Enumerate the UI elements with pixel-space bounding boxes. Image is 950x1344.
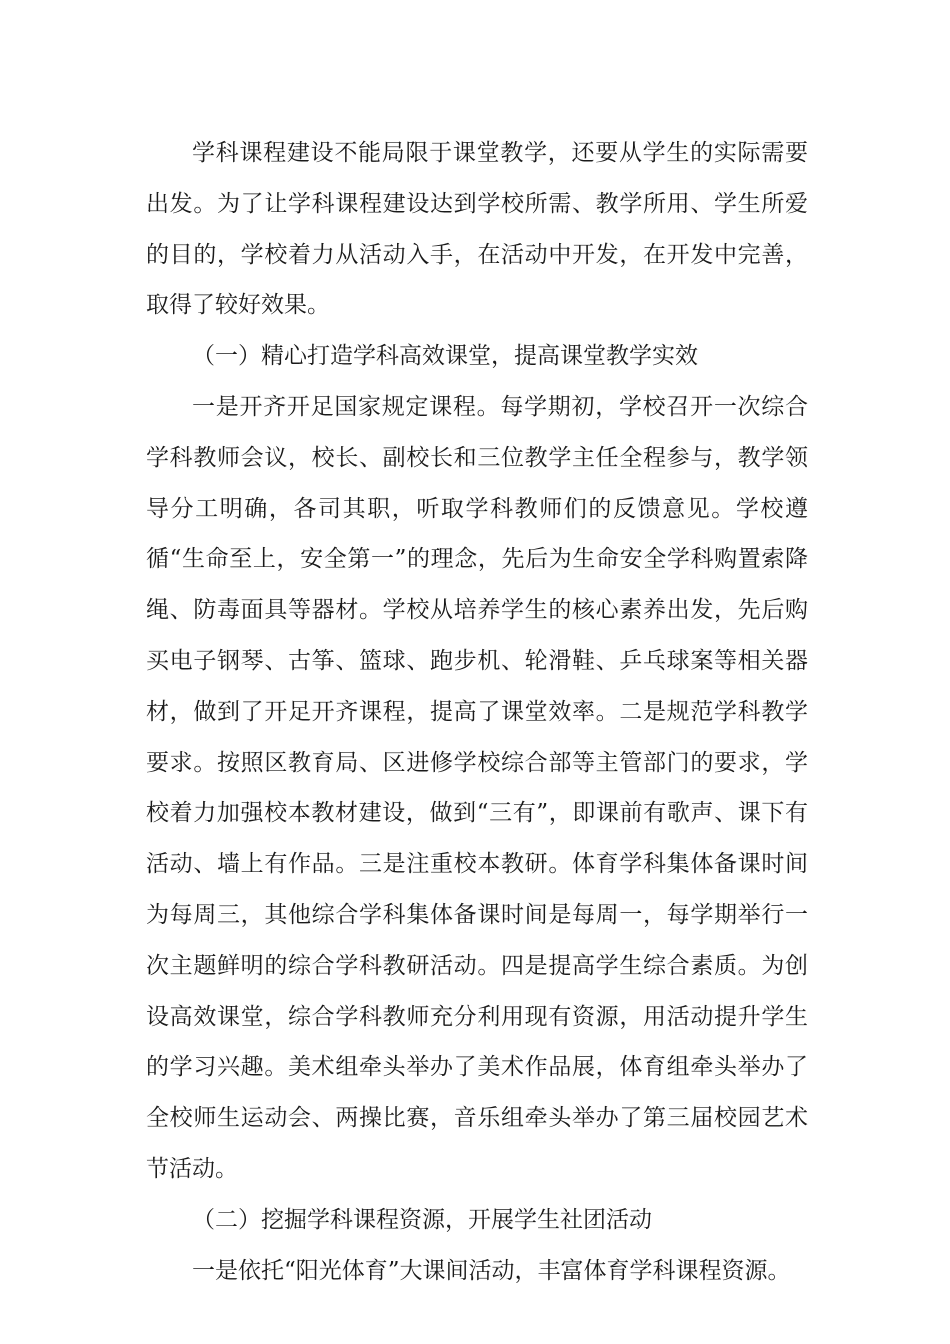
section-heading-2: （二）挖掘学科课程资源，开展学生社团活动 xyxy=(192,1206,652,1233)
section-heading-1: （一）精心打造学科高效课堂，提高课堂教学实效 xyxy=(192,343,698,370)
paragraph-intro: 学科课程建设不能局限于课堂教学，还要从学生的实际需要出发。为了让学科课程建设达到学校所需、教学所用、学生所爱的目的，学校着力从活动入手，在活动中开发，在开发中完善，取得了较好效果。 xyxy=(146,140,808,319)
document-body xyxy=(146,128,808,1296)
paragraph-section-2: 一是依托“阳光体育”大课间活动，丰富体育学科课程资源。 xyxy=(192,1257,791,1284)
paragraph-section-1: 一是开齐开足国家规定课程。每学期初，学校召开一次综合学科教师会议，校长、副校长和三位教学主任全程参与，教学领导分工明确，各司其职，听取学科教师们的反馈意见。学校遵循“生命至上，安全第一”的理念，先后为生命安全学科购置索降绳、防毒面具等器材。学校从培养学生的核心素养出发，先后购买电子钢琴、古筝、篮球、跑步机、轮滑鞋、乒乓球案等相关器材，做到了开足开齐课程，提高了课堂效率。二是规范学科教学要求。按照区教育局、区进修学校综合部等主管部门的要求，学校着力加强校本教材建设，做到“三有”，即课前有歌声、课下有活动、墙上有作品。三是注重校本教研。体育学科集体备课时间为每周三，其他综合学科集体备课时间是每周一，每学期举行一次主题鲜明的综合学科教研活动。四是提高学生综合素质。为创设高效课堂，综合学科教师充分利用现有资源，用活动提升学生的学习兴趣。美术组牵头举办了美术作品展，体育组牵头举办了全校师生运动会、两操比赛，音乐组牵头举办了第三届校园艺术节活动。 xyxy=(146,393,808,1182)
